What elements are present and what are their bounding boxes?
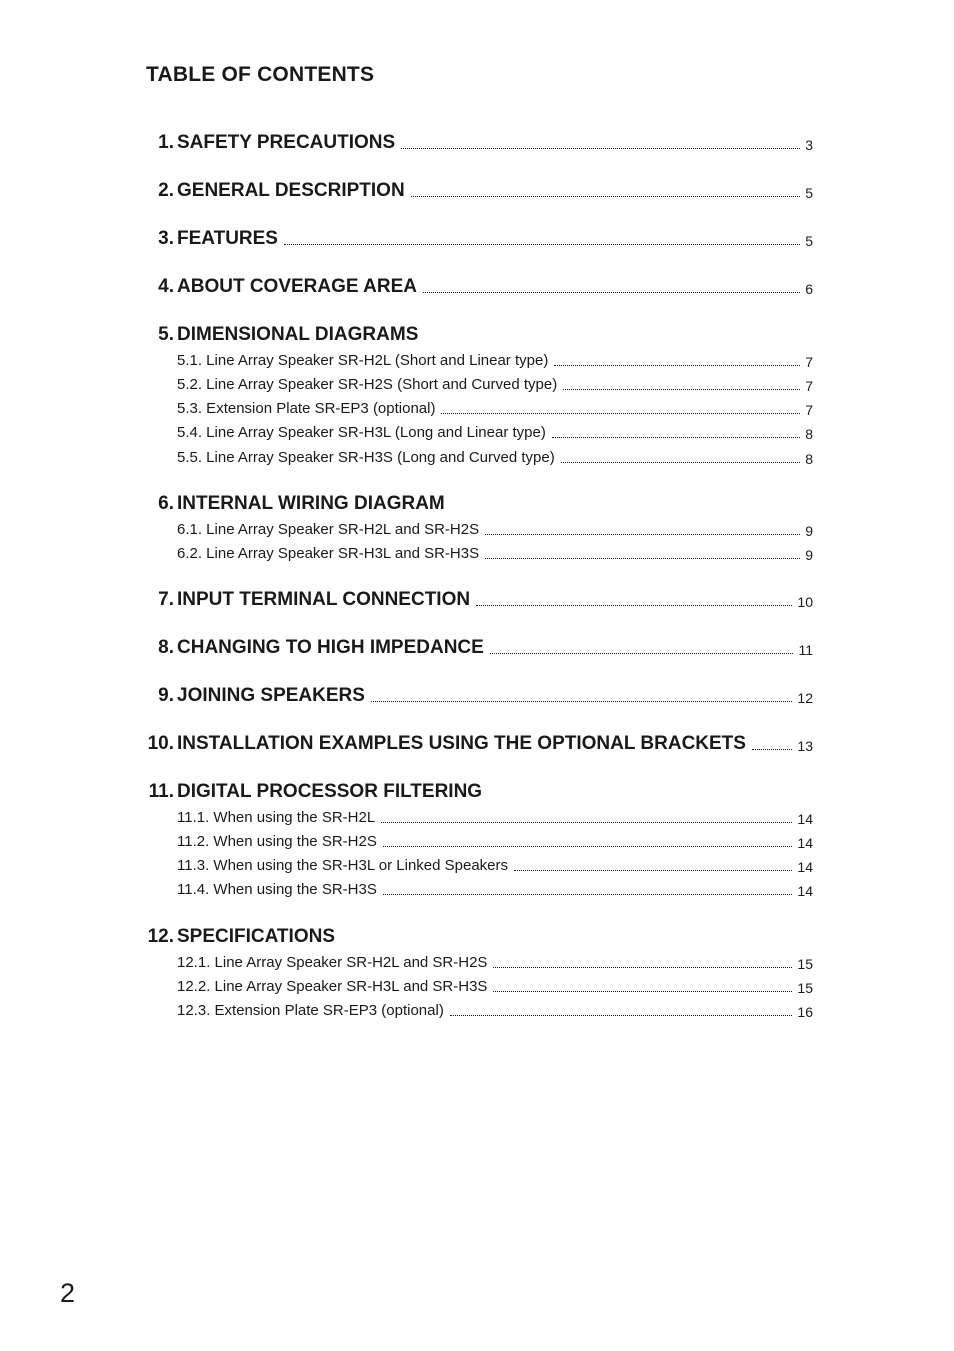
toc-subentry-label: 12.2. Line Array Speaker SR-H3L and SR-H3S bbox=[177, 978, 488, 995]
toc-subentry-label: 11.4. When using the SR-H3S bbox=[177, 881, 377, 898]
dot-leader bbox=[561, 462, 801, 463]
toc-page-number: 11 bbox=[798, 642, 813, 658]
dot-leader bbox=[381, 822, 792, 823]
page-number: 2 bbox=[60, 1278, 76, 1308]
dot-leader bbox=[554, 365, 800, 366]
toc-entry-label: GENERAL DESCRIPTION bbox=[177, 180, 405, 201]
toc-page-number: 10 bbox=[797, 594, 813, 610]
toc-entry-number: 9. bbox=[158, 685, 174, 706]
toc-subentry-label: 5.1. Line Array Speaker SR-H2L (Short and Linear type) bbox=[177, 352, 549, 369]
toc-page-number: 14 bbox=[797, 811, 813, 827]
toc-entry-number: 10. bbox=[147, 733, 174, 754]
toc-entry-number: 5. bbox=[158, 324, 174, 345]
toc-entry-number: 6. bbox=[158, 493, 174, 514]
toc-page-number: 9 bbox=[805, 523, 813, 539]
dot-leader bbox=[476, 605, 792, 606]
toc-subentry-label: 5.4. Line Array Speaker SR-H3L (Long and Linear type) bbox=[177, 424, 546, 441]
toc-page-number: 7 bbox=[805, 354, 813, 370]
toc-entry-label: INSTALLATION EXAMPLES USING THE OPTIONAL BRACKETS bbox=[177, 733, 746, 754]
toc-entry-label: SPECIFICATIONS bbox=[177, 926, 335, 947]
dot-leader bbox=[485, 534, 800, 535]
toc-entry-label: DIGITAL PROCESSOR FILTERING bbox=[177, 781, 483, 802]
dot-leader bbox=[493, 967, 792, 968]
toc-subentry-label: 11.2. When using the SR-H2S bbox=[177, 833, 377, 850]
toc-subentry-label: 5.3. Extension Plate SR-EP3 (optional) bbox=[177, 400, 436, 417]
toc-entry-label: ABOUT COVERAGE AREA bbox=[177, 276, 417, 297]
toc-entry-label: INTERNAL WIRING DIAGRAM bbox=[177, 493, 445, 514]
dot-leader bbox=[752, 749, 792, 750]
toc-entry-number: 12. bbox=[147, 926, 174, 947]
toc-entry-label: FEATURES bbox=[177, 228, 278, 249]
dot-leader bbox=[284, 244, 800, 245]
toc-subentry-label: 11.3. When using the SR-H3L or Linked Speakers bbox=[177, 857, 509, 874]
toc-entry-label: CHANGING TO HIGH IMPEDANCE bbox=[177, 637, 484, 658]
dot-leader bbox=[450, 1015, 793, 1016]
toc-entry-number: 1. bbox=[158, 132, 174, 153]
dot-leader bbox=[383, 846, 793, 847]
toc-subentry-label: 5.2. Line Array Speaker SR-H2S (Short and Curved type) bbox=[177, 376, 558, 393]
toc-entry-label: JOINING SPEAKERS bbox=[177, 685, 365, 706]
toc-entry-label: DIMENSIONAL DIAGRAMS bbox=[177, 324, 419, 345]
toc-title: TABLE OF CONTENTS bbox=[146, 63, 375, 86]
dot-leader bbox=[371, 701, 792, 702]
toc-page-number: 3 bbox=[805, 137, 813, 153]
dot-leader bbox=[493, 991, 792, 992]
toc-page-number: 9 bbox=[805, 547, 813, 563]
dot-leader bbox=[552, 437, 800, 438]
dot-leader bbox=[401, 148, 800, 149]
toc-subentry-label: 6.2. Line Array Speaker SR-H3L and SR-H3S bbox=[177, 545, 480, 562]
toc-page-number: 14 bbox=[797, 859, 813, 875]
toc-page-number: 7 bbox=[805, 378, 813, 394]
toc-entry-number: 4. bbox=[158, 276, 174, 297]
dot-leader bbox=[411, 196, 801, 197]
toc-page-number: 12 bbox=[797, 690, 813, 706]
toc-page-number: 8 bbox=[805, 451, 813, 467]
toc-subentry-label: 5.5. Line Array Speaker SR-H3S (Long and Curved type) bbox=[177, 449, 555, 466]
toc-page-number: 5 bbox=[805, 185, 813, 201]
toc-page-number: 15 bbox=[797, 980, 813, 996]
toc-page-number: 7 bbox=[805, 402, 813, 418]
dot-leader bbox=[563, 389, 800, 390]
dot-leader bbox=[485, 558, 800, 559]
toc-subentry-label: 11.1. When using the SR-H2L bbox=[177, 809, 376, 826]
toc-entry-label: SAFETY PRECAUTIONS bbox=[177, 132, 396, 153]
dot-leader bbox=[514, 870, 792, 871]
toc-entry-number: 7. bbox=[158, 589, 174, 610]
toc-subentry-label: 12.3. Extension Plate SR-EP3 (optional) bbox=[177, 1002, 444, 1019]
toc-page-number: 14 bbox=[797, 883, 813, 899]
dot-leader bbox=[441, 413, 800, 414]
toc-entry-number: 3. bbox=[158, 228, 174, 249]
toc-page-number: 14 bbox=[797, 835, 813, 851]
toc-page-number: 6 bbox=[805, 281, 813, 297]
dot-leader bbox=[383, 894, 793, 895]
dot-leader bbox=[423, 292, 800, 293]
toc-page-number: 13 bbox=[797, 738, 813, 754]
dot-leader bbox=[490, 653, 794, 654]
toc-page-number: 15 bbox=[797, 956, 813, 972]
toc-page-number: 8 bbox=[805, 426, 813, 442]
toc-page-number: 5 bbox=[805, 233, 813, 249]
toc-subentry-label: 6.1. Line Array Speaker SR-H2L and SR-H2S bbox=[177, 521, 480, 538]
toc-entry-number: 8. bbox=[158, 637, 174, 658]
toc-subentry-label: 12.1. Line Array Speaker SR-H2L and SR-H2S bbox=[177, 954, 488, 971]
toc-page-number: 16 bbox=[797, 1004, 813, 1020]
toc-entry-label: INPUT TERMINAL CONNECTION bbox=[177, 589, 471, 610]
toc-entry-number: 11. bbox=[148, 781, 174, 802]
toc-entry-number: 2. bbox=[158, 180, 174, 201]
